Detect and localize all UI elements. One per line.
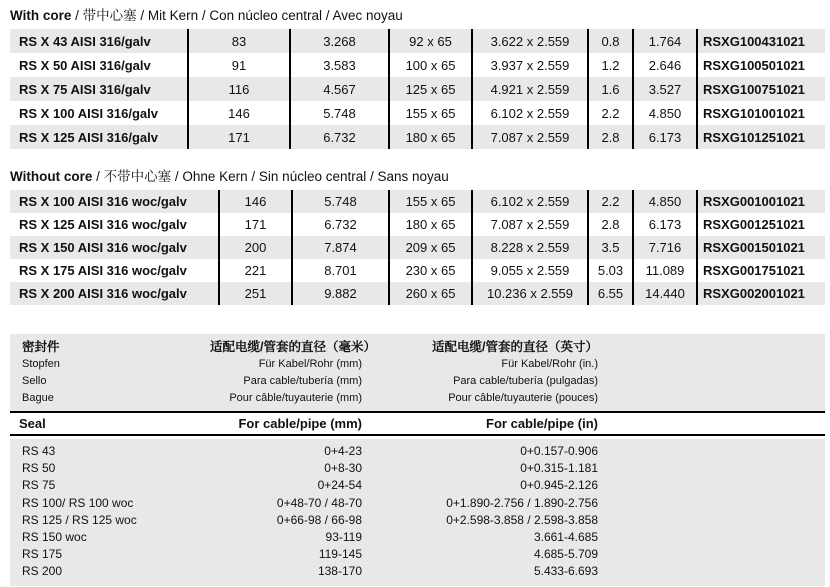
product-name-cell: RS X 175 AISI 316 woc/galv <box>19 263 187 278</box>
value-cell-2: 9.882 <box>292 282 389 305</box>
cable-in-header-en: For cable/pipe (in) <box>486 416 598 431</box>
value-cell-2: 3.583 <box>290 53 389 77</box>
seal-header-zh: 密封件 <box>22 340 60 354</box>
with-core-title-bold: With core <box>10 8 72 23</box>
value-cell-3: 230 x 65 <box>389 259 472 282</box>
cable-in-cell: 0+0.945-2.126 <box>520 478 598 493</box>
product-name-cell: RS X 100 AISI 316/galv <box>19 105 158 121</box>
value-cell-4: 4.921 x 2.559 <box>472 77 588 101</box>
value-cell-1: 146 <box>188 101 290 125</box>
spec-row <box>10 282 825 305</box>
value-cell-6: 14.440 <box>633 282 697 305</box>
seal-row <box>10 443 825 460</box>
cable-mm-cell: 119-145 <box>318 547 362 562</box>
value-cell-3: 180 x 65 <box>389 213 472 236</box>
seal-name-cell: RS 100/ RS 100 woc <box>22 495 134 510</box>
value-cell-5: 2.2 <box>588 101 633 125</box>
cable-mm-column-header <box>210 339 376 407</box>
cable-in-column-header <box>362 339 598 407</box>
spec-row <box>10 77 825 101</box>
value-cell-4: 8.228 x 2.559 <box>472 236 588 259</box>
seal-data-band <box>10 439 825 586</box>
value-cell-4: 6.102 x 2.559 <box>472 190 588 213</box>
seal-section-bold-header <box>10 411 825 436</box>
value-cell-3: 155 x 65 <box>389 190 472 213</box>
with-core-table <box>10 29 825 149</box>
cable-mm-header-en: For cable/pipe (mm) <box>238 416 362 431</box>
with-core-title <box>10 4 403 24</box>
product-name-cell: RS X 125 AISI 316/galv <box>10 125 188 149</box>
cable-in-cell: 3.661-4.685 <box>533 530 598 545</box>
cable-in-header-fr: Pour câble/tuyauterie (pouces) <box>448 392 598 404</box>
cable-in-cell: 0+0.315-1.181 <box>520 461 598 476</box>
cable-in-cell: 4.685-5.709 <box>533 547 598 562</box>
seal-header-en: Seal <box>19 416 46 431</box>
value-cell-5: 2.8 <box>588 125 633 149</box>
row-spacer <box>598 495 825 512</box>
cable-mm-cell: 0+4-23 <box>324 444 362 458</box>
value-cell-6: 4.850 <box>633 190 697 213</box>
row-spacer <box>598 563 825 580</box>
value-cell-6: 7.716 <box>633 236 697 259</box>
part-number-cell: RSXG100431021 <box>697 29 825 53</box>
value-cell-2: 5.748 <box>292 190 389 213</box>
part-number-cell: RSXG001751021 <box>697 259 825 282</box>
value-cell-3: 92 x 65 <box>389 29 472 53</box>
with-core-title-rest: / 带中心塞 / Mit Kern / Con núcleo central / Avec noyau <box>71 8 403 23</box>
product-name-cell: RS X 50 AISI 316/galv <box>19 57 151 73</box>
spec-row <box>10 213 825 236</box>
seal-row <box>10 477 825 494</box>
product-name-cell: RS X 43 AISI 316/galv <box>10 29 188 53</box>
row-spacer <box>598 512 825 529</box>
cable-in-cell: 0+2.598-3.858 / 2.598-3.858 <box>446 512 598 527</box>
value-cell-1: 251 <box>219 282 292 305</box>
cable-mm-header-zh: 适配电缆/管套的直径（毫米） <box>210 340 376 354</box>
value-cell-4: 6.102 x 2.559 <box>472 101 588 125</box>
value-cell-3: 209 x 65 <box>389 236 472 259</box>
product-name-cell: RS X 125 AISI 316 woc/galv <box>19 217 187 232</box>
seal-header-es: Sello <box>22 375 47 387</box>
spec-row <box>10 29 825 53</box>
seal-name-cell: RS 43 <box>22 444 56 458</box>
seal-name-cell: RS 125 / RS 125 woc <box>22 512 137 527</box>
part-number-cell: RSXG101251021 <box>697 125 825 149</box>
value-cell-6: 6.173 <box>633 213 697 236</box>
value-cell-1: 171 <box>188 125 290 149</box>
value-cell-4: 3.937 x 2.559 <box>472 53 588 77</box>
value-cell-5: 1.2 <box>588 53 633 77</box>
row-spacer <box>598 460 825 477</box>
value-cell-2: 3.268 <box>290 29 389 53</box>
value-cell-3: 260 x 65 <box>389 282 472 305</box>
product-name-cell: RS X 75 AISI 316/galv <box>10 77 188 101</box>
without-core-title-rest: / 不带中心塞 / Ohne Kern / Sin núcleo central / Sans noyau <box>92 169 449 184</box>
value-cell-1: 83 <box>188 29 290 53</box>
seal-row <box>10 495 825 512</box>
value-cell-1: 146 <box>219 190 292 213</box>
cable-mm-header-es: Para cable/tubería (mm) <box>243 375 362 387</box>
part-number-cell: RSXG100751021 <box>697 77 825 101</box>
spec-row <box>10 53 825 77</box>
value-cell-3: 100 x 65 <box>389 53 472 77</box>
without-core-title <box>10 165 449 185</box>
value-cell-2: 5.748 <box>290 101 389 125</box>
row-spacer <box>598 529 825 546</box>
spec-row <box>10 236 825 259</box>
seal-row <box>10 546 825 563</box>
product-name-cell: RS X 150 AISI 316 woc/galv <box>10 236 219 259</box>
value-cell-5: 3.5 <box>588 236 633 259</box>
part-number-cell: RSXG002001021 <box>697 282 825 305</box>
value-cell-5: 5.03 <box>588 259 633 282</box>
seal-row <box>10 563 825 580</box>
value-cell-1: 116 <box>188 77 290 101</box>
product-name-cell: RS X 100 AISI 316 woc/galv <box>10 190 219 213</box>
value-cell-5: 6.55 <box>588 282 633 305</box>
row-spacer <box>598 546 825 563</box>
cable-mm-cell: 0+48-70 / 48-70 <box>276 495 362 510</box>
seal-row <box>10 529 825 546</box>
value-cell-4: 9.055 x 2.559 <box>472 259 588 282</box>
cable-in-cell: 5.433-6.693 <box>533 564 598 579</box>
value-cell-6: 1.764 <box>633 29 697 53</box>
cable-in-header-zh: 适配电缆/管套的直径（英寸） <box>432 340 598 354</box>
cable-in-cell: 0+1.890-2.756 / 1.890-2.756 <box>446 495 598 510</box>
seal-header-fr: Bague <box>22 392 54 404</box>
seal-column-header <box>10 339 210 407</box>
without-core-title-bold: Without core <box>10 169 93 184</box>
value-cell-6: 11.089 <box>633 259 697 282</box>
cable-in-header-es: Para cable/tubería (pulgadas) <box>453 375 598 387</box>
value-cell-2: 8.701 <box>292 259 389 282</box>
seal-section <box>10 334 825 586</box>
value-cell-2: 6.732 <box>290 125 389 149</box>
value-cell-5: 0.8 <box>588 29 633 53</box>
row-spacer <box>598 477 825 494</box>
cable-mm-cell: 0+24-54 <box>317 478 362 493</box>
value-cell-4: 7.087 x 2.559 <box>472 125 588 149</box>
value-cell-6: 4.850 <box>633 101 697 125</box>
cable-mm-cell: 0+66-98 / 66-98 <box>276 512 362 527</box>
value-cell-6: 3.527 <box>633 77 697 101</box>
seal-name-cell: RS 175 <box>22 547 63 562</box>
seal-row <box>10 512 825 529</box>
cable-mm-cell: 138-170 <box>317 564 362 579</box>
spec-row <box>10 190 825 213</box>
seal-name-cell: RS 50 <box>22 461 56 476</box>
seal-section-header <box>10 334 825 411</box>
value-cell-5: 2.8 <box>588 213 633 236</box>
row-spacer <box>598 443 825 460</box>
part-number-cell: RSXG101001021 <box>697 101 825 125</box>
part-number-cell: RSXG001001021 <box>697 190 825 213</box>
value-cell-3: 180 x 65 <box>389 125 472 149</box>
value-cell-1: 200 <box>219 236 292 259</box>
value-cell-4: 3.622 x 2.559 <box>472 29 588 53</box>
value-cell-2: 7.874 <box>292 236 389 259</box>
value-cell-1: 221 <box>219 259 292 282</box>
value-cell-4: 7.087 x 2.559 <box>472 213 588 236</box>
value-cell-6: 6.173 <box>633 125 697 149</box>
part-number-cell: RSXG001251021 <box>697 213 825 236</box>
without-core-table <box>10 190 825 305</box>
part-number-cell: RSXG001501021 <box>697 236 825 259</box>
value-cell-3: 155 x 65 <box>389 101 472 125</box>
value-cell-5: 2.2 <box>588 190 633 213</box>
cable-mm-cell: 0+8-30 <box>324 461 362 476</box>
seal-row <box>10 460 825 477</box>
seal-name-cell: RS 75 <box>22 478 56 493</box>
product-name-cell: RS X 200 AISI 316 woc/galv <box>10 282 219 305</box>
seal-name-cell: RS 150 woc <box>22 530 87 545</box>
value-cell-2: 6.732 <box>292 213 389 236</box>
value-cell-3: 125 x 65 <box>389 77 472 101</box>
value-cell-2: 4.567 <box>290 77 389 101</box>
cable-in-cell: 0+0.157-0.906 <box>520 444 598 458</box>
seal-name-cell: RS 200 <box>22 564 63 579</box>
value-cell-4: 10.236 x 2.559 <box>472 282 588 305</box>
cable-in-header-de: Für Kabel/Rohr (in.) <box>501 358 598 370</box>
spec-row <box>10 101 825 125</box>
seal-header-de: Stopfen <box>22 358 60 370</box>
value-cell-6: 2.646 <box>633 53 697 77</box>
spec-row <box>10 259 825 282</box>
cable-mm-header-de: Für Kabel/Rohr (mm) <box>258 358 362 370</box>
header-spacer <box>598 339 825 407</box>
cable-mm-cell: 93-119 <box>325 530 362 545</box>
value-cell-5: 1.6 <box>588 77 633 101</box>
value-cell-1: 171 <box>219 213 292 236</box>
spec-row <box>10 125 825 149</box>
part-number-cell: RSXG100501021 <box>697 53 825 77</box>
value-cell-1: 91 <box>188 53 290 77</box>
cable-mm-header-fr: Pour câble/tuyauterie (mm) <box>229 392 362 404</box>
